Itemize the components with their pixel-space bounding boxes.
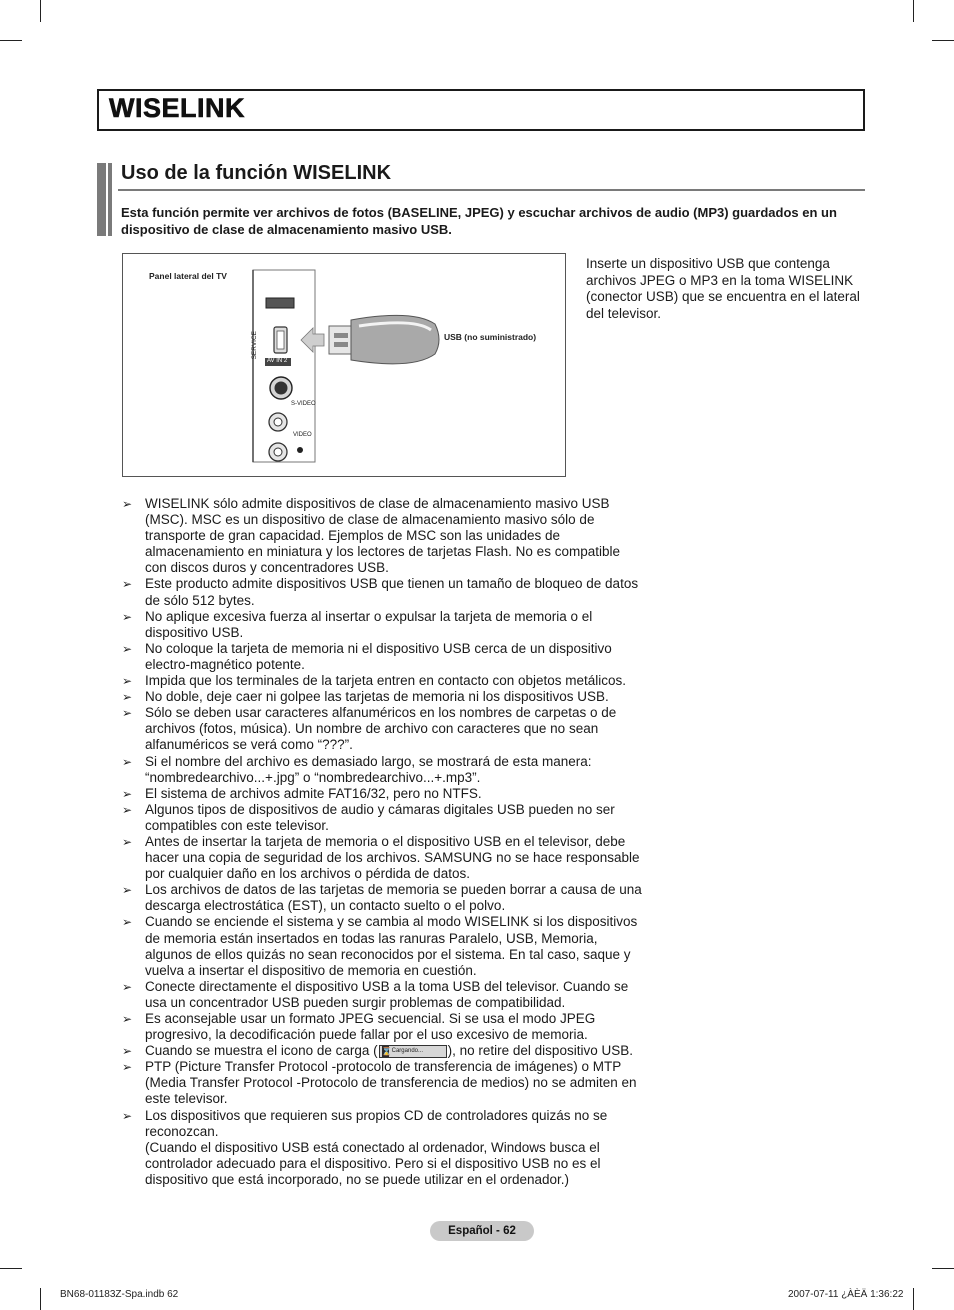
crop-mark: [913, 0, 914, 22]
list-item: ➢ Sólo se deben usar caracteres alfanuméricos en los nombres de carpetas o de archivos (fotos, música). Un nombre de archivo con caracteres que no sean alfanuméricos se verá como “???”.: [122, 705, 617, 753]
note-arrow-icon: ➢: [122, 1108, 133, 1123]
crop-mark: [0, 40, 22, 41]
note-arrow-icon: ➢: [122, 674, 133, 689]
list-item: ➢ Si el nombre del archivo es demasiado largo, se mostrará de esta manera: “nombredearchivo...+.jpg” o “nombredearchivo...+.mp3”.: [122, 753, 592, 785]
note-arrow-icon: ➢: [122, 834, 133, 849]
crop-mark: [40, 1288, 41, 1310]
notes-list: [122, 496, 642, 1188]
list-item: ➢ Antes de insertar la tarjeta de memoria o el dispositivo USB en el televisor, debe hacer una copia de seguridad de los archivos. SAMSUNG no se hace responsable por cualquier daño en los archivos o pérdida de datos.: [122, 833, 640, 882]
list-item: ➢ PTP (Picture Transfer Protocol -protocolo de transferencia de imágenes) o MTP (Media Transfer Protocol -Protocolo de transferencia de medios) no se admiten en este televisor.: [122, 1059, 637, 1107]
note-arrow-icon: ➢: [122, 915, 133, 930]
list-item: ➢ Los dispositivos que requieren sus propios CD de controladores quizás no se reconozcan. (Cuando el dispositivo USB está conectado al ordenador, Windows busca el controlador adecuado para el dispositivo. Pero si el dispositivo USB no es el dispositivo que está incorporado, no se puede utilizar en el ordenador.): [122, 1107, 608, 1187]
list-item: ➢ Algunos tipos de dispositivos de audio y cámaras digitales USB pueden no ser compatibles con este televisor.: [122, 801, 615, 833]
list-item: ➢ Cuando se muestra el icono de carga ( ⌛ Cargando... ), no retire del dispositivo USB.: [122, 1043, 633, 1059]
list-item: ➢ WISELINK sólo admite dispositivos de clase de almacenamiento masivo USB (MSC). MSC es un dispositivo de clase de almacenamiento masivo sólo de transporte de gran capacidad. Ejemplos de MSC son las unidades de almacenamiento en miniatura y los lectores de tarjetas Flash. No es compatible con discos duros y concentradores USB.: [122, 496, 620, 576]
section-rule: [118, 189, 865, 191]
note-arrow-icon: ➢: [122, 577, 133, 592]
footer-file-info: BN68-01183Z-Spa.indb 62: [60, 1289, 179, 1300]
footer-timestamp: 2007-07-11 ¿ÀÈÄ 1:36:22: [788, 1289, 904, 1300]
note-arrow-icon: ➢: [122, 641, 133, 656]
note-arrow-icon: ➢: [122, 609, 133, 624]
loading-icon: ⌛ Cargando...: [379, 1045, 447, 1058]
chapter-title: WISELINK: [109, 93, 245, 123]
crop-mark: [913, 1288, 914, 1310]
note-arrow-icon: ➢: [122, 1060, 133, 1075]
section-title: Uso de la función WISELINK: [121, 162, 392, 184]
list-item: ➢ Cuando se enciende el sistema y se cambia al modo WISELINK si los dispositivos de memoria están insertados en todas las ranuras Paralelo, USB, Memoria, algunos de ellos quizás no sean reconocidos por el sistema. En tal caso, saque y vuelva a insertar el dispositivo de memoria en cuestión.: [122, 914, 638, 978]
crop-mark: [40, 0, 41, 22]
note-arrow-icon: ➢: [122, 786, 133, 801]
crop-mark: [932, 40, 954, 41]
list-item: ➢ El sistema de archivos admite FAT16/32, pero no NTFS.: [122, 785, 482, 801]
note-arrow-icon: ➢: [122, 1044, 133, 1059]
list-item: ➢ No doble, deje caer ni golpee las tarjetas de memoria ni los dispositivos USB.: [122, 689, 609, 705]
list-item: ➢ No aplique excesiva fuerza al insertar o expulsar la tarjeta de memoria o el dispositivo USB.: [122, 608, 593, 640]
list-item: ➢ Es aconsejable usar un formato JPEG secuencial. Si se usa el modo JPEG progresivo, la decodificación puede fallar por el uso excesivo de memoria.: [122, 1011, 596, 1043]
usb-device-label: USB (no suministrado): [444, 332, 537, 342]
note-arrow-icon: ➢: [122, 979, 133, 994]
note-arrow-icon: ➢: [122, 690, 133, 705]
list-item: ➢ Este producto admite dispositivos USB que tienen un tamaño de bloqueo de datos de sólo 512 bytes.: [122, 576, 639, 608]
service-port-label: SERVICE: [251, 331, 258, 360]
section-intro: Esta función permite ver archivos de fotos (BASELINE, JPEG) y escuchar archivos de audio (MP3) guardados en un dispositivo de clase de almacenamiento masivo USB.: [121, 205, 837, 237]
av-in-label: AV IN 2: [267, 358, 288, 364]
section-marker-bar: [97, 163, 106, 236]
chapter-header: [97, 89, 865, 131]
crop-mark: [0, 1268, 22, 1269]
page-number-badge: Español - 62: [430, 1221, 534, 1241]
note-arrow-icon: ➢: [122, 883, 133, 898]
video-label: VIDEO: [293, 432, 312, 438]
crop-mark: [932, 1268, 954, 1269]
insert-instructions: Inserte un dispositivo USB que contenga archivos JPEG o MP3 en la toma WISELINK (conector USB) que se encuentra en el lateral del televisor.: [586, 256, 860, 321]
note-arrow-icon: ➢: [122, 497, 133, 511]
list-item: ➢ Conecte directamente el dispositivo USB a la toma USB del televisor. Cuando se usa un concentrador USB pueden surgir problemas de compatibilidad.: [122, 978, 629, 1010]
tv-side-panel-illustration: [123, 254, 567, 478]
hourglass-icon: ⌛: [381, 1047, 392, 1057]
note-arrow-icon: ➢: [122, 706, 133, 721]
list-item: ➢ Impida que los terminales de la tarjeta entren en contacto con objetos metálicos.: [122, 673, 627, 689]
list-item: ➢ Los archivos de datos de las tarjetas de memoria se pueden borrar a causa de una descarga electrostática (EST), un contacto suelto o el polvo.: [122, 882, 642, 914]
usb-connection-figure: [122, 253, 566, 477]
svideo-label: S-VIDEO: [291, 401, 316, 407]
panel-label: Panel lateral del TV: [149, 271, 227, 281]
note-arrow-icon: ➢: [122, 802, 133, 817]
section-marker-bar: [108, 163, 112, 236]
hdmi-port-label: HDMI IN 3: [267, 285, 296, 291]
note-arrow-icon: ➢: [122, 754, 133, 769]
note-arrow-icon: ➢: [122, 1012, 133, 1026]
list-item: ➢ No coloque la tarjeta de memoria ni el dispositivo USB cerca de un dispositivo electro-magnético potente.: [122, 640, 612, 672]
